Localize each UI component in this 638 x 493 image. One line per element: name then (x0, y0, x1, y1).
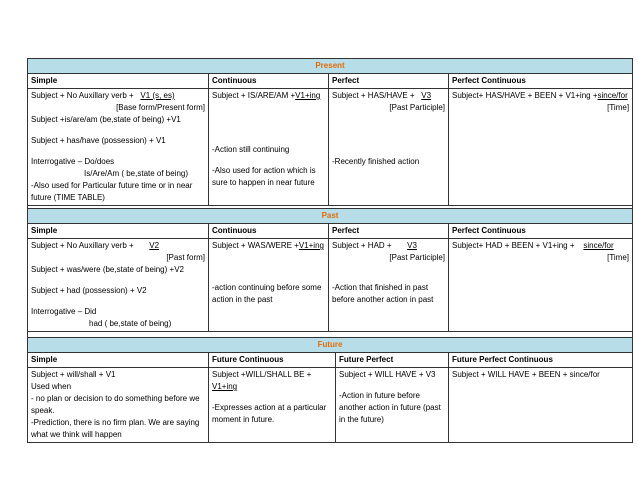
past-continuous-cell (209, 239, 329, 332)
past-perfect-formula: Subject + HAD + V3 (332, 241, 417, 250)
past-table (27, 208, 633, 343)
past-simple-cell (28, 239, 209, 332)
present-perfect-cell (329, 89, 449, 206)
past-simple-interrogative: Interrogative – Did (31, 307, 97, 316)
future-table (27, 337, 633, 443)
future-continuous-note: -Expresses action at a particular moment in future. (212, 403, 327, 424)
future-simple-formula: Subject + will/shall + V1 (31, 370, 116, 379)
future-simple-used-when: Used when (31, 382, 72, 391)
past-header-perfect-continuous: Perfect Continuous (449, 224, 633, 239)
past-simple-have-formula: Subject + had (possession) + V2 (31, 286, 147, 295)
past-title: Past (28, 209, 633, 224)
past-simple-form-note: [Past form] (166, 253, 205, 262)
past-perfect-continuous-formula: Subject+ HAD + BEEN + V1+ing + since/for (452, 241, 614, 250)
future-perfect-continuous-formula: Subject + WILL HAVE + BEEN + since/for (452, 370, 600, 379)
future-perfect-formula: Subject + WILL HAVE + V3 (339, 370, 436, 379)
future-perfect-continuous-cell (449, 368, 633, 443)
past-simple-interrogative-be: had ( be,state of being) (89, 319, 172, 328)
future-simple-note-2: -Prediction, there is no firm plan. We are saying what we think will happen (31, 418, 200, 439)
present-header-perfect-continuous: Perfect Continuous (449, 74, 633, 89)
present-simple-formula: Subject + No Auxillary verb + V1 (s, es) (31, 91, 175, 100)
past-simple-be-formula: Subject + was/were (be,state of being) +V2 (31, 265, 184, 274)
past-header-simple: Simple (28, 224, 209, 239)
past-continuous-formula: Subject + WAS/WERE +V1+ing (212, 241, 324, 250)
past-perfect-continuous-time: [Time] (607, 253, 630, 262)
present-perfect-formula: Subject + HAS/HAVE + V3 (332, 91, 432, 100)
past-header-continuous: Continuous (209, 224, 329, 239)
present-continuous-note-1: -Action still continuing (212, 145, 290, 154)
present-simple-future-note: -Also used for Particular future time or in near future (TIME TABLE) (31, 181, 193, 202)
future-header-perfect: Future Perfect (336, 353, 449, 368)
future-perfect-note: -Action in future before another action in future (past in the future) (339, 391, 441, 424)
present-simple-interrogative-be: Is/Are/Am ( be,state of being) (84, 169, 189, 178)
present-table (27, 58, 633, 217)
present-continuous-cell (209, 89, 329, 206)
past-perfect-continuous-cell (449, 239, 633, 332)
present-continuous-formula: Subject + IS/ARE/AM +V1+ing (212, 91, 321, 100)
future-simple-note-1: - no plan or decision to do something before we speak. (31, 394, 200, 415)
past-simple-formula: Subject + No Auxillary verb + V2 (31, 241, 160, 250)
future-header-continuous: Future Continuous (209, 353, 336, 368)
past-header-perfect: Perfect (329, 224, 449, 239)
present-perfect-continuous-time: [Time] (607, 103, 630, 112)
past-perfect-form-note: [Past Participle] (389, 253, 445, 262)
present-simple-be-formula: Subject +is/are/am (be,state of being) +V1 (31, 115, 181, 124)
future-title: Future (28, 338, 633, 353)
future-header-perfect-continuous: Future Perfect Continuous (449, 353, 633, 368)
future-simple-cell (28, 368, 209, 443)
present-simple-form-note: [Base form/Present form] (116, 103, 205, 112)
present-header-continuous: Continuous (209, 74, 329, 89)
present-title: Present (28, 59, 633, 74)
past-continuous-note: -action continuing before some action in the past (212, 283, 322, 304)
present-simple-interrogative: Interrogative – Do/does (31, 157, 115, 166)
past-perfect-note: -Action that finished in past before another action in past (332, 283, 434, 304)
future-continuous-cell (209, 368, 336, 443)
present-simple-have-formula: Subject + has/have (possession) + V1 (31, 136, 166, 145)
present-perfect-continuous-cell (449, 89, 633, 206)
future-perfect-cell (336, 368, 449, 443)
present-perfect-continuous-formula: Subject+ HAS/HAVE + BEEN + V1+ing +since/for (452, 91, 628, 100)
present-perfect-form-note: [Past Participle] (389, 103, 445, 112)
future-header-simple: Simple (28, 353, 209, 368)
present-continuous-note-2: -Also used for action which is sure to happen in near future (212, 166, 316, 187)
past-perfect-cell (329, 239, 449, 332)
present-header-perfect: Perfect (329, 74, 449, 89)
present-perfect-note: -Recently finished action (332, 157, 420, 166)
future-continuous-formula: Subject +WILL/SHALL BE + V1+ing (212, 370, 312, 391)
present-header-simple: Simple (28, 74, 209, 89)
present-simple-cell (28, 89, 209, 206)
